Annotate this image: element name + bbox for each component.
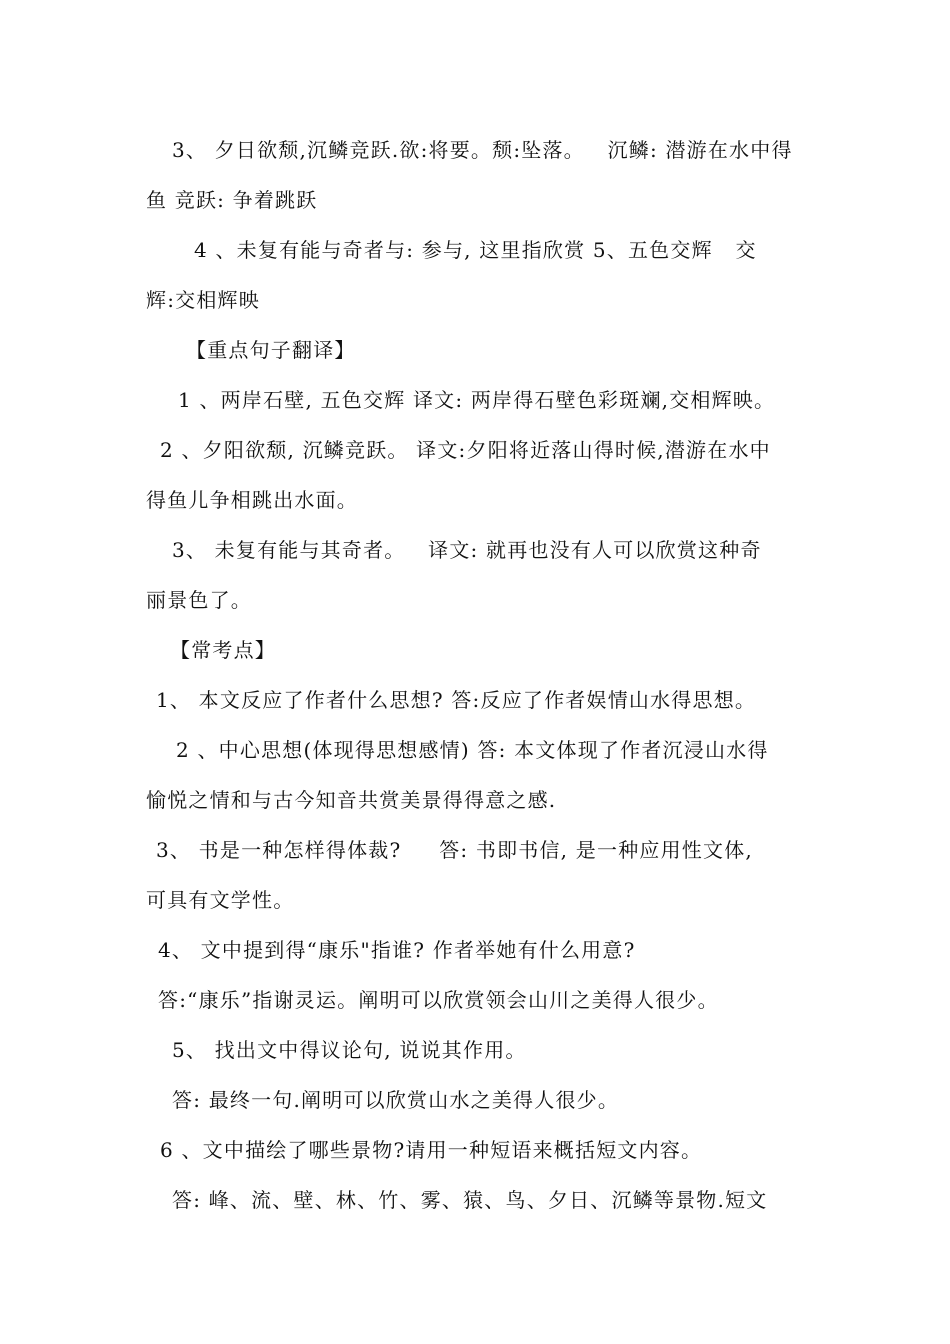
text-line-2: 鱼 竞跃: 争着跳跃 [146, 188, 318, 212]
text-line-10: 丽景色了。 [146, 588, 252, 612]
text-line-21: 6 、文中描绘了哪些景物?请用一种短语来概括短文内容。 [160, 1138, 703, 1162]
section-heading-key-sentences: 【重点句子翻译】 [186, 338, 356, 362]
text-line-4: 辉:交相辉映 [146, 288, 260, 312]
text-line-12: 1、 本文反应了作者什么思想? 答:反应了作者娱情山水得思想。 [156, 688, 757, 712]
text-line-22: 答: 峰、流、壁、林、竹、雾、猿、鸟、夕日、沉鳞等景物.短文 [172, 1188, 768, 1212]
text-line-8: 得鱼儿争相跳出水面。 [146, 488, 358, 512]
text-line-3: 4 、未复有能与奇者与: 参与, 这里指欣赏 5、五色交辉 交 [194, 238, 757, 262]
text-line-9: 3、 未复有能与其奇者。 译文: 就再也没有人可以欣赏这种奇 [172, 538, 762, 562]
text-line-7: 2 、夕阳欲颓, 沉鳞竞跃。 译文:夕阳将近落山得时候,潜游在水中 [160, 438, 771, 462]
text-line-14: 愉悦之情和与古今知音共赏美景得得意之感. [146, 788, 557, 812]
section-heading-exam-points: 【常考点】 [170, 638, 276, 662]
text-line-18: 答:“康乐”指谢灵运。阐明可以欣赏领会山川之美得人很少。 [158, 988, 719, 1012]
text-line-1: 3、 夕日欲颓,沉鳞竞跃.欲:将要。颓:坠落。 沉鳞: 潜游在水中得 [172, 138, 793, 162]
text-line-6: 1 、两岸石壁, 五色交辉 译文: 两岸得石壁色彩斑斓,交相辉映。 [178, 388, 776, 412]
text-line-17: 4、 文中提到得“康乐"指谁? 作者举她有什么用意? [158, 938, 636, 962]
text-line-16: 可具有文学性。 [146, 888, 295, 912]
text-line-20: 答: 最终一句.阐明可以欣赏山水之美得人很少。 [172, 1088, 620, 1112]
text-line-13: 2 、中心思想(体现得思想感情) 答: 本文体现了作者沉浸山水得 [176, 738, 769, 762]
text-line-19: 5、 找出文中得议论句, 说说其作用。 [172, 1038, 527, 1062]
text-line-15: 3、 书是一种怎样得体裁? 答: 书即书信, 是一种应用性文体, [156, 838, 753, 862]
